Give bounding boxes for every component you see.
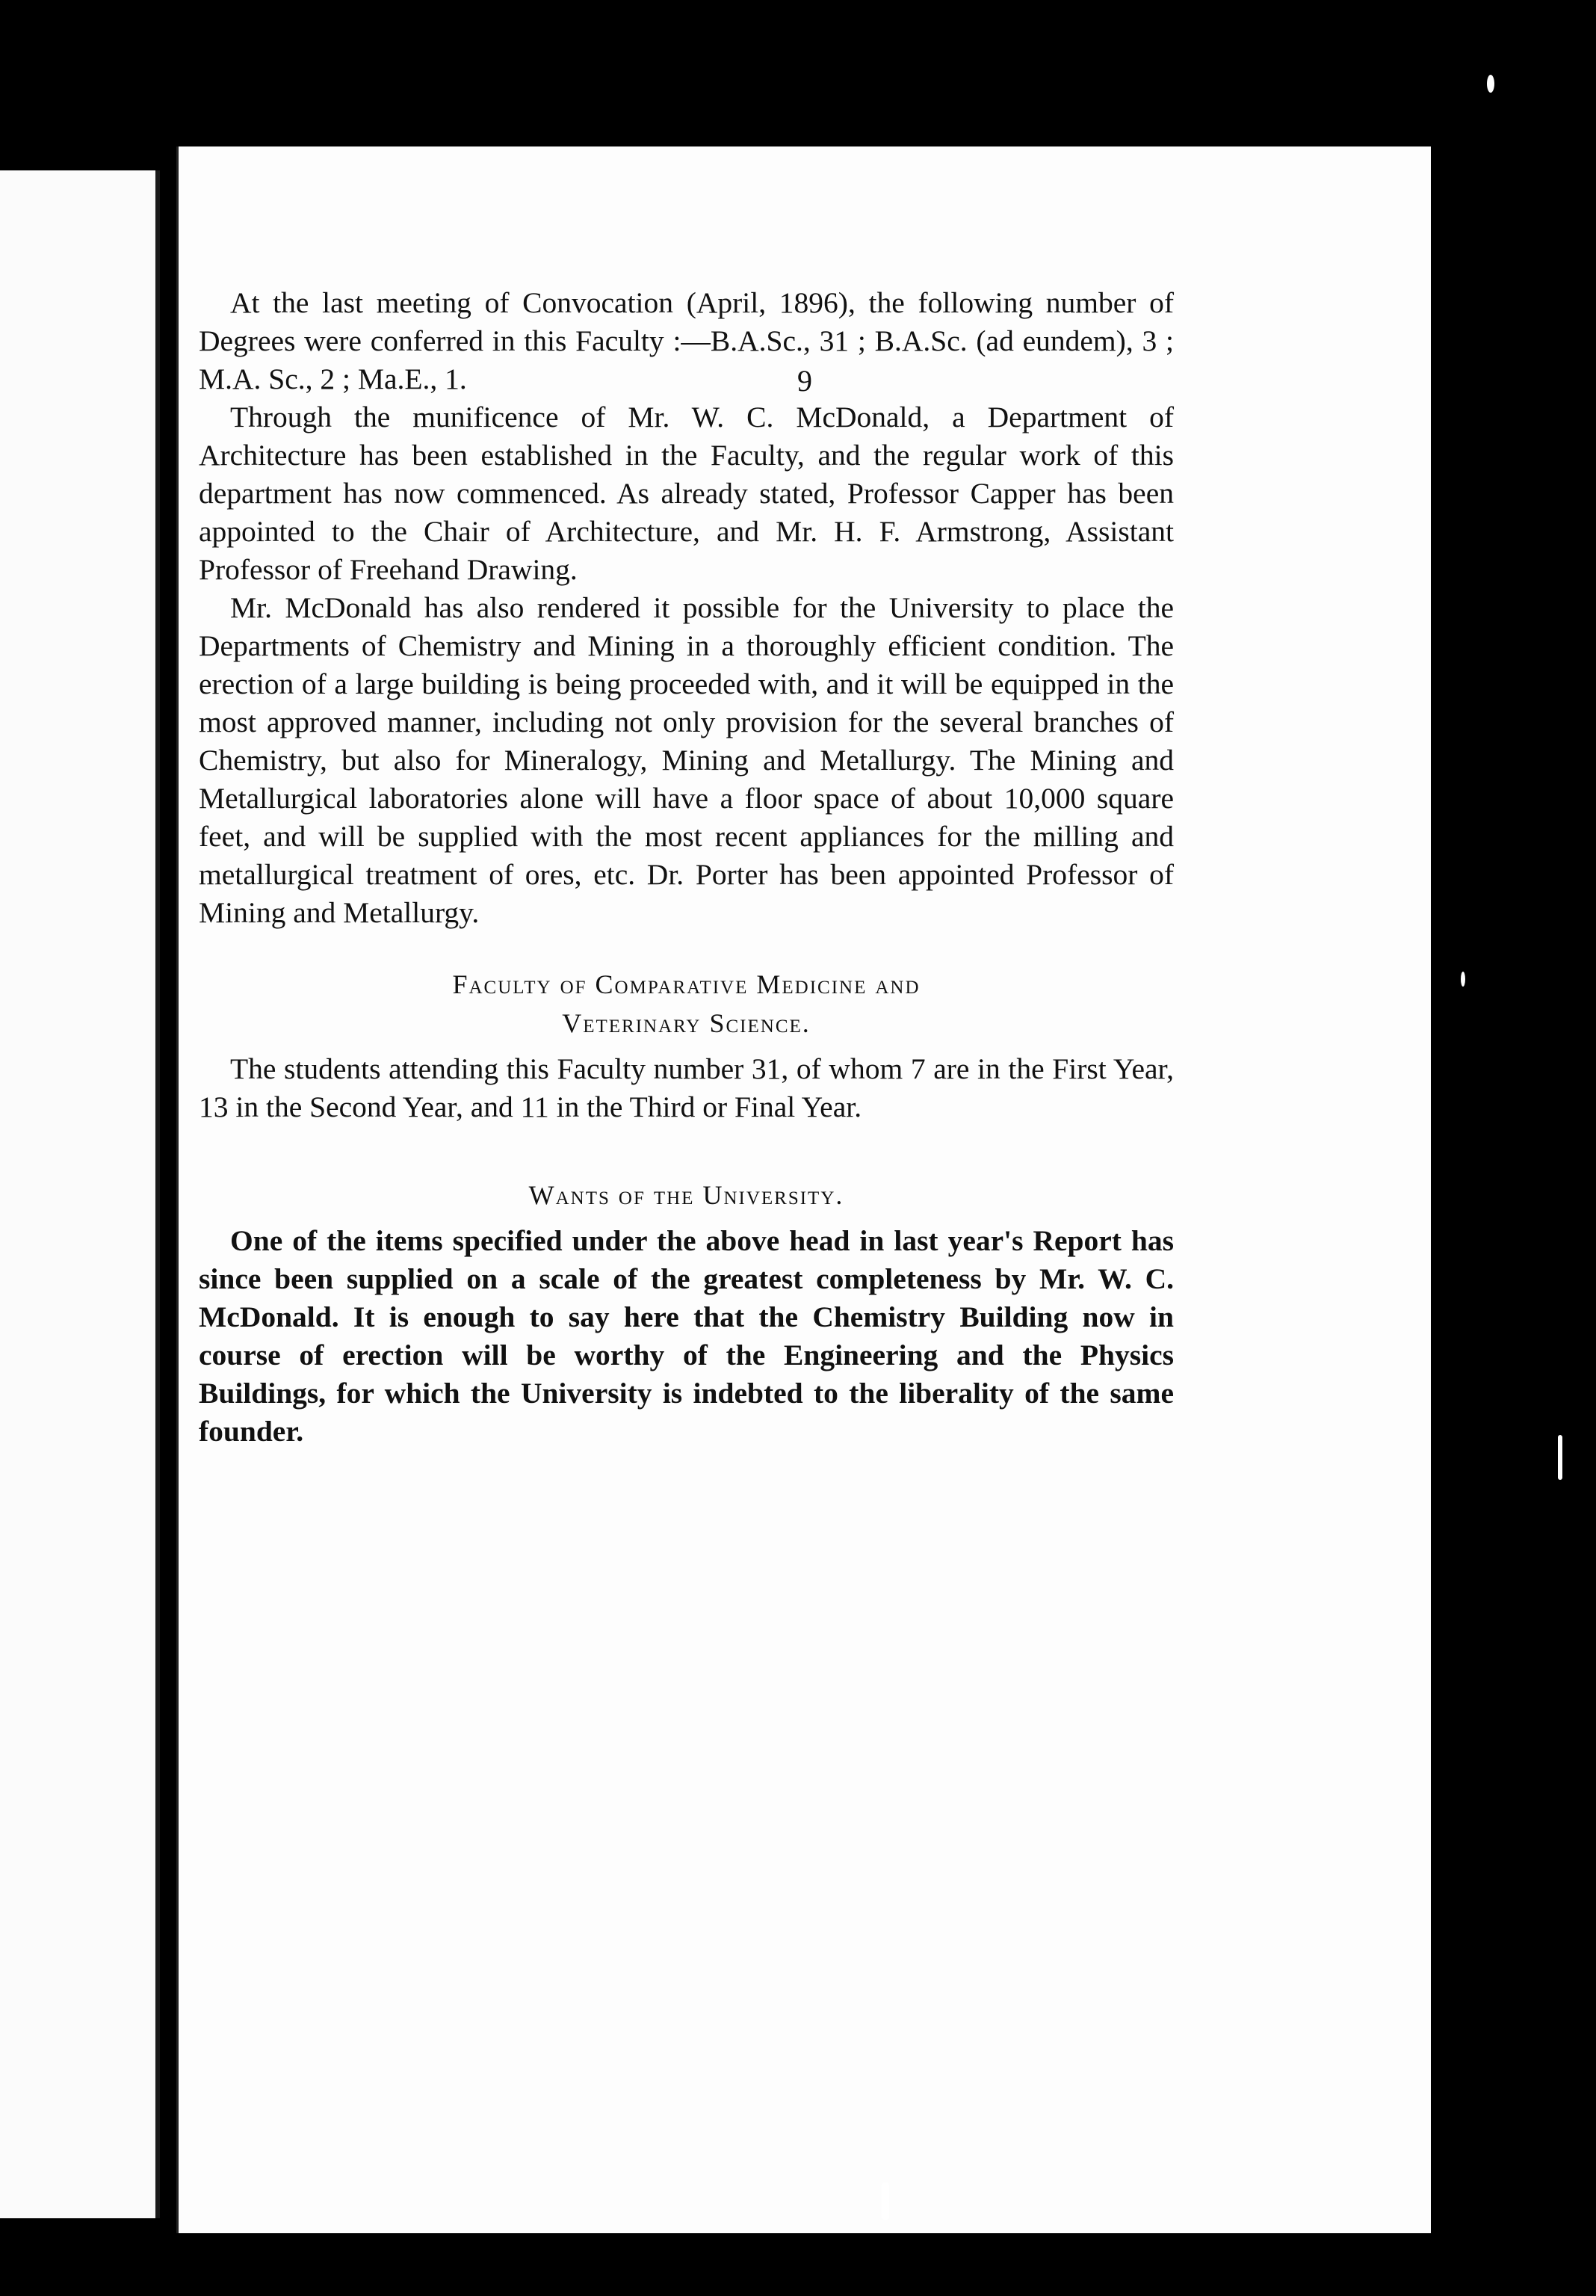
scan-speck	[882, 2182, 889, 2220]
section-heading-wants: Wants of the University.	[528, 1180, 844, 1210]
paragraph-architecture-department: Through the munificence of Mr. W. C. McDonald, a Department of Architecture has been established in the Faculty, and the regular work of this department has now commenced. As already stated, Professor Capper has been appointed to the Chair of Architecture, and Mr. H. F. Armstrong, Assistant Professor of Freehand Drawing.	[199, 401, 1174, 586]
paragraph-convocation-degrees: At the last meeting of Convocation (April, 1896), the following number of Degrees were conferred in this Faculty :—B.A.Sc., 31 ; B.A.Sc. (ad eundem), 3 ; M.A. Sc., 2 ; Ma.E., 1.	[199, 286, 1174, 395]
section-heading-veterinary-line1: Faculty of Comparative Medicine and	[452, 969, 921, 999]
scan-speck	[1487, 75, 1494, 93]
page-body	[199, 284, 1174, 1451]
page-number: 9	[797, 364, 812, 398]
scan-speck	[1461, 972, 1465, 987]
paragraph-chemistry-mining: Mr. McDonald has also rendered it possible for the University to place the Departments of Chemistry and Mining in a thoroughly efficient condition. The erection of a large building is being proceeded with, and it will be equipped in the most approved manner, including not only provision for the several branches of Chemistry, but also for Mineralogy, Mining and Metallurgy. The Mining and Metallurgical laboratories alone will have a floor space of about 10,000 square feet, and will be supplied with the most recent appliances for the milling and metallurgical treatment of ores, etc. Dr. Porter has been appointed Professor of Mining and Metallurgy.	[199, 591, 1174, 929]
wants-section-body	[199, 1222, 1174, 1451]
facing-page-edge	[0, 170, 160, 2218]
paragraph-wants-of-university: One of the items specified under the above head in last year's Report has since been supplied on a scale of the greatest completeness by Mr. W. C. McDonald. It is enough to say here that the Chemistry Building now in course of erection will be worthy of the Engineering and the Physics Buildings, for which the University is indebted to the liberality of the same founder.	[199, 1224, 1174, 1448]
section-heading-veterinary-line2: Veterinary Science.	[562, 1008, 811, 1038]
book-gutter	[160, 149, 176, 2235]
paragraph-veterinary-students: The students attending this Faculty number 31, of whom 7 are in the First Year, 13 in the Second Year, and 11 in the Third or Final Year.	[199, 1052, 1174, 1123]
section-heading-veterinary	[199, 965, 1174, 1043]
scan-speck	[1558, 1435, 1562, 1480]
